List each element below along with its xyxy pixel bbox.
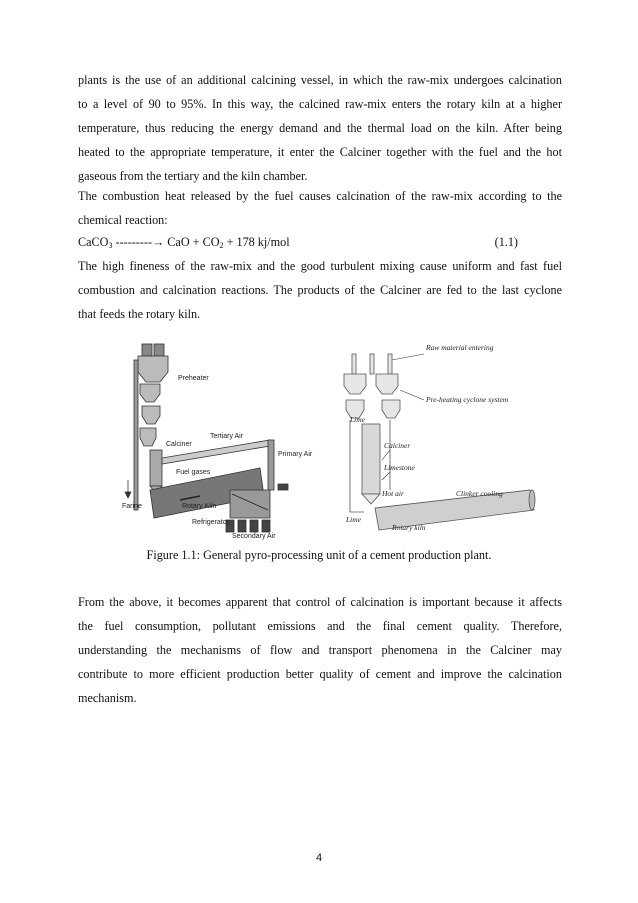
label-primary-air: Primary Air	[278, 451, 313, 458]
label-calciner: Calciner	[166, 441, 192, 448]
label-farine: Farine	[122, 503, 142, 510]
label-preheater: Preheater	[178, 375, 209, 382]
label-refrigerator: Refrigerator	[192, 519, 229, 526]
label-hot-air: Hot air	[382, 489, 404, 498]
equation-number: (1.1)	[494, 235, 518, 249]
text-line: The high fineness of the raw-mix and the good turbulent mixing cause uniform and fast fuel	[78, 259, 562, 273]
equation-co2-subscript: 2	[219, 241, 224, 250]
label-preheating-cyclone: Pre-heating cyclone system	[426, 395, 509, 404]
label-clinker-cooling: Clinker cooling	[456, 489, 503, 498]
equation-arrow-products: ---------→ CaO + CO	[112, 235, 220, 249]
label-fuel-gases: Fuel gases	[176, 469, 211, 476]
equation-lhs-subscript: 3	[108, 241, 113, 250]
label-secondary-air: Secondary Air	[232, 533, 276, 540]
label-rotary-kiln-right: Rotary kiln	[392, 523, 426, 532]
text-line: temperature, thus reducing the energy demand and the thermal load on the kiln. After being	[78, 121, 562, 135]
equation-rhs: + 178 kj/mol	[223, 235, 290, 249]
text-line: heated to the appropriate temperature, it enter the Calciner together with the fuel and the hot	[78, 145, 562, 159]
pyro-processing-figure	[120, 340, 540, 540]
paragraph-combustion-heat	[78, 184, 562, 232]
text-line: contribute to more efficient production better quality of cement and improve the calcination	[78, 667, 562, 681]
text-line: combustion and calcination reactions. The products of the Calciner are fed to the last cyclone	[78, 283, 562, 297]
text-line: mechanism.	[78, 691, 137, 705]
label-lime-top: Lime	[350, 415, 365, 424]
right-diagram	[344, 354, 535, 530]
text-line: that feeds the rotary kiln.	[78, 307, 201, 321]
label-tertiary-air: Tertiary Air	[210, 433, 244, 440]
paragraph-calcining-vessel	[78, 68, 562, 188]
page-number: 4	[315, 852, 323, 864]
text-line: to a level of 90 to 95%. In this way, the calcined raw-mix enters the rotary kiln at a higher	[78, 97, 562, 111]
text-line: the fuel consumption, pollutant emissions and the final cement quality. Therefore,	[78, 619, 562, 633]
figure-caption: Figure 1.1: General pyro-processing unit of a cement production plant.	[146, 548, 492, 562]
equation-lhs: CaCO	[78, 235, 109, 249]
label-raw-material: Raw material entering	[426, 343, 494, 352]
text-line: understanding the mechanisms of flow and transport phenomena in the Calciner may	[78, 643, 562, 657]
label-limestone: Limestone	[384, 463, 415, 472]
label-calciner-right: Calciner	[384, 441, 411, 450]
label-lime-bottom: Lime	[346, 515, 361, 524]
label-rotary-kiln: Rotary Kiln	[182, 503, 217, 510]
text-line: gaseous from the tertiary and the kiln chamber.	[78, 169, 308, 183]
text-line: From the above, it becomes apparent that control of calcination is important because it affects	[78, 595, 562, 609]
text-line: plants is the use of an additional calcining vessel, in which the raw-mix undergoes calcination	[78, 73, 562, 87]
paragraph-conclusion	[78, 590, 562, 710]
text-line: The combustion heat released by the fuel causes calcination of the raw-mix according to the	[78, 189, 562, 203]
paragraph-fineness	[78, 254, 562, 326]
text-line: chemical reaction:	[78, 213, 168, 227]
